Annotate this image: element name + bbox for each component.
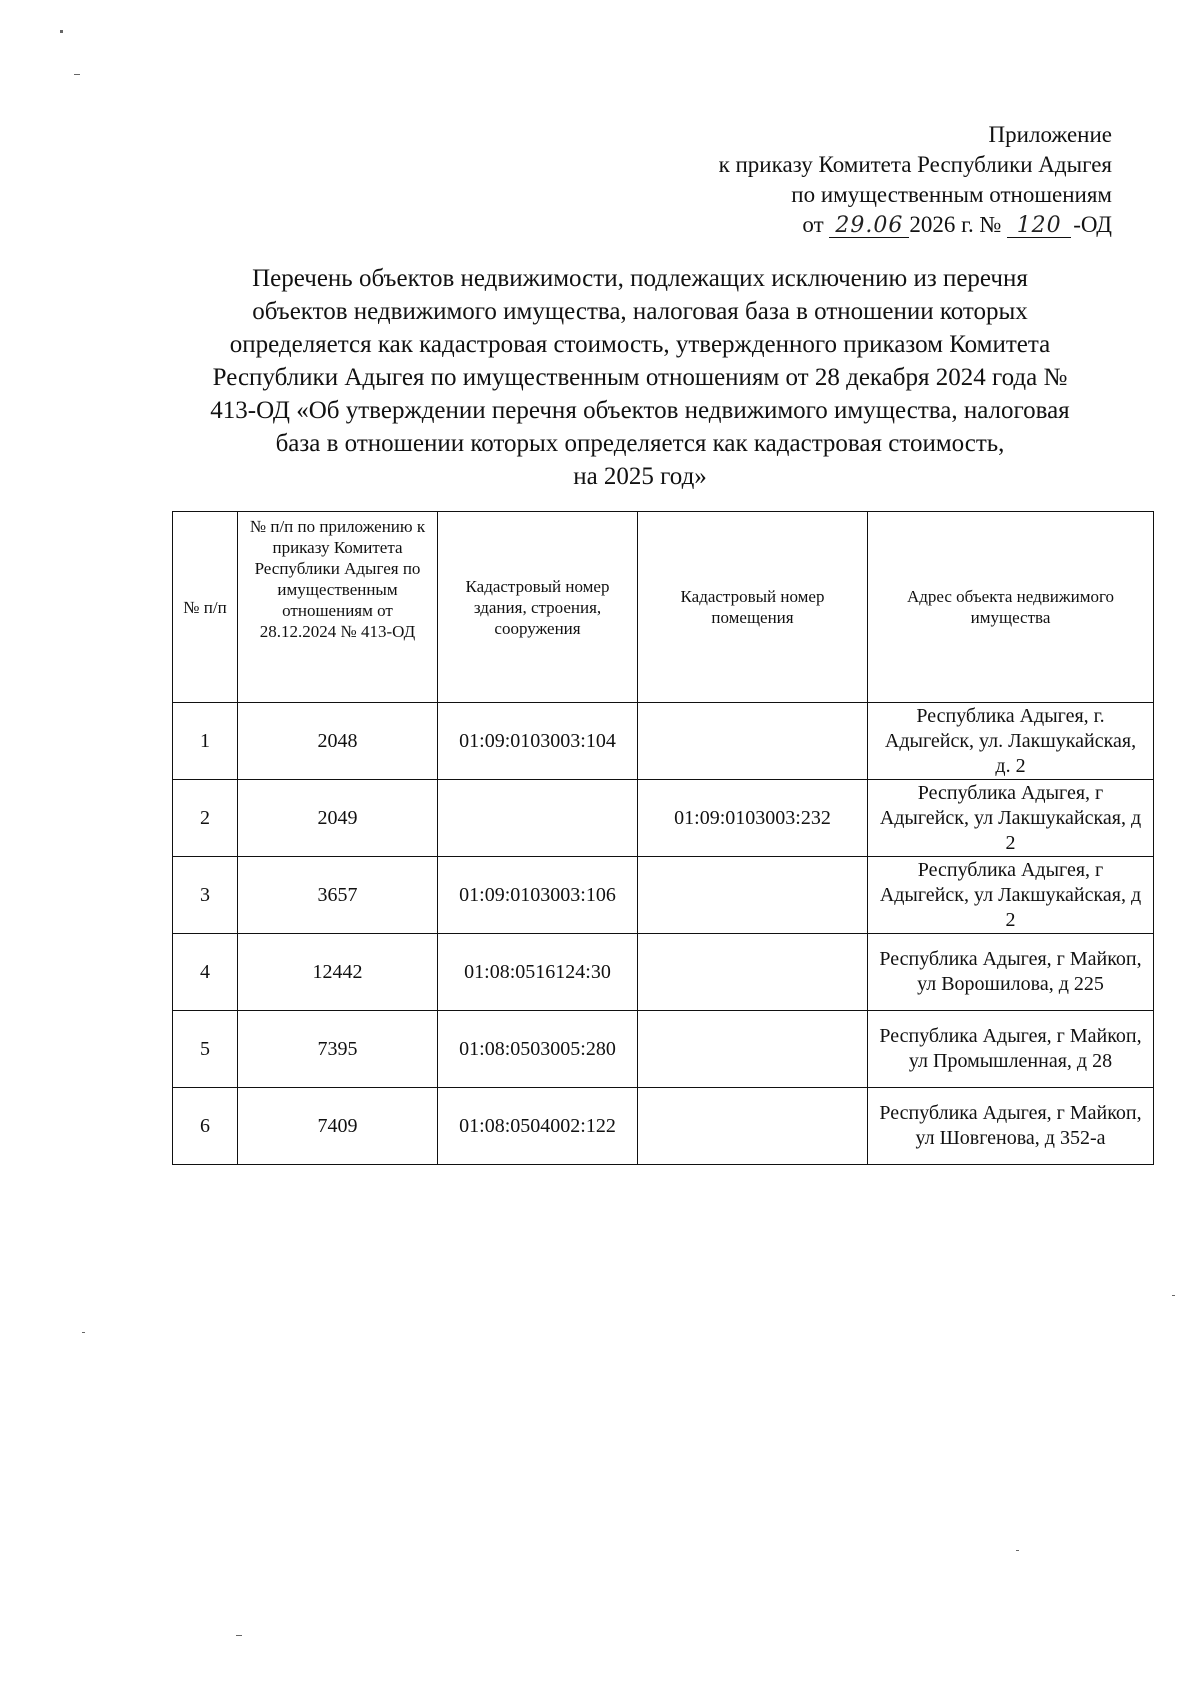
scan-speck xyxy=(74,74,80,75)
row-premises-cadastral xyxy=(638,703,868,780)
order-number-suffix: -ОД xyxy=(1073,212,1112,237)
row-premises-cadastral xyxy=(638,857,868,934)
table-row xyxy=(173,1088,1154,1165)
table-row xyxy=(173,780,1154,857)
row-reference: 3657 xyxy=(238,857,438,934)
table-row xyxy=(173,703,1154,780)
row-address: Республика Адыгея, г Адыгейск, ул Лакшукайская, д 2 xyxy=(868,857,1154,934)
scan-speck xyxy=(60,30,63,33)
header-number: № п/п xyxy=(173,512,238,703)
title-line: определяется как кадастровая стоимость, утвержденного приказом Комитета xyxy=(229,331,1051,358)
row-number: 5 xyxy=(173,1011,238,1088)
header-reference-number: № п/п по приложению к приказу Комитета Республики Адыгея по имущественным отношениям от 28.12.2024 № 413-ОД xyxy=(238,512,438,703)
appendix-label: Приложение xyxy=(988,122,1112,147)
title-line: Республики Адыгея по имущественным отношениям от 28 декабря 2024 года № xyxy=(212,364,1068,391)
row-address: Республика Адыгея, г Майкоп, ул Шовгенова, д 352-а xyxy=(868,1088,1154,1165)
title-line: на 2025 год» xyxy=(573,463,707,490)
header-address: Адрес объекта недвижимого имущества xyxy=(868,512,1154,703)
table-header-row xyxy=(173,512,1154,703)
appendix-committee: по имущественным отношениям xyxy=(791,182,1112,207)
title-line: 413-ОД «Об утверждении перечня объектов недвижимого имущества, налоговая xyxy=(210,397,1070,424)
row-number: 4 xyxy=(173,934,238,1011)
scan-speck xyxy=(236,1635,242,1636)
table-row xyxy=(173,857,1154,934)
row-address: Республика Адыгея, г Адыгейск, ул Лакшукайская, д 2 xyxy=(868,780,1154,857)
row-building-cadastral: 01:08:0516124:30 xyxy=(438,934,638,1011)
scan-speck xyxy=(1016,1550,1019,1551)
row-premises-cadastral: 01:09:0103003:232 xyxy=(638,780,868,857)
appendix-header xyxy=(719,120,1112,240)
row-reference: 2049 xyxy=(238,780,438,857)
row-building-cadastral: 01:09:0103003:106 xyxy=(438,857,638,934)
title-line: Перечень объектов недвижимости, подлежащих исключению из перечня xyxy=(252,265,1028,292)
appendix-date-line xyxy=(719,210,1112,240)
year-text: 2026 г. № xyxy=(909,212,1002,237)
date-prefix: от xyxy=(802,212,824,237)
row-number: 3 xyxy=(173,857,238,934)
header-building-cadastral: Кадастровый номер здания, строения, сооружения xyxy=(438,512,638,703)
row-number: 1 xyxy=(173,703,238,780)
header-premises-cadastral: Кадастровый номер помещения xyxy=(638,512,868,703)
row-building-cadastral: 01:08:0503005:280 xyxy=(438,1011,638,1088)
row-premises-cadastral xyxy=(638,934,868,1011)
row-address: Республика Адыгея, г. Адыгейск, ул. Лакшукайская, д. 2 xyxy=(868,703,1154,780)
row-reference: 7409 xyxy=(238,1088,438,1165)
objects-table xyxy=(172,511,1154,1165)
scan-speck xyxy=(82,1332,85,1333)
row-premises-cadastral xyxy=(638,1011,868,1088)
row-reference: 12442 xyxy=(238,934,438,1011)
row-building-cadastral: 01:09:0103003:104 xyxy=(438,703,638,780)
row-building-cadastral xyxy=(438,780,638,857)
table-row xyxy=(173,934,1154,1011)
row-building-cadastral: 01:08:0504002:122 xyxy=(438,1088,638,1165)
table-row xyxy=(173,1011,1154,1088)
handwritten-date: 29.06 xyxy=(829,215,909,238)
handwritten-order-number: 120 xyxy=(1007,215,1071,238)
title-line: объектов недвижимого имущества, налоговая база в отношении которых xyxy=(252,298,1028,325)
row-reference: 7395 xyxy=(238,1011,438,1088)
row-premises-cadastral xyxy=(638,1088,868,1165)
scan-speck xyxy=(1172,1295,1175,1296)
title-line: база в отношении которых определяется как кадастровая стоимость, xyxy=(275,430,1005,457)
row-address: Республика Адыгея, г Майкоп, ул Промышленная, д 28 xyxy=(868,1011,1154,1088)
appendix-order-ref: к приказу Комитета Республики Адыгея xyxy=(718,152,1112,177)
row-number: 6 xyxy=(173,1088,238,1165)
document-title xyxy=(160,262,1120,493)
row-address: Республика Адыгея, г Майкоп, ул Ворошилова, д 225 xyxy=(868,934,1154,1011)
row-reference: 2048 xyxy=(238,703,438,780)
row-number: 2 xyxy=(173,780,238,857)
